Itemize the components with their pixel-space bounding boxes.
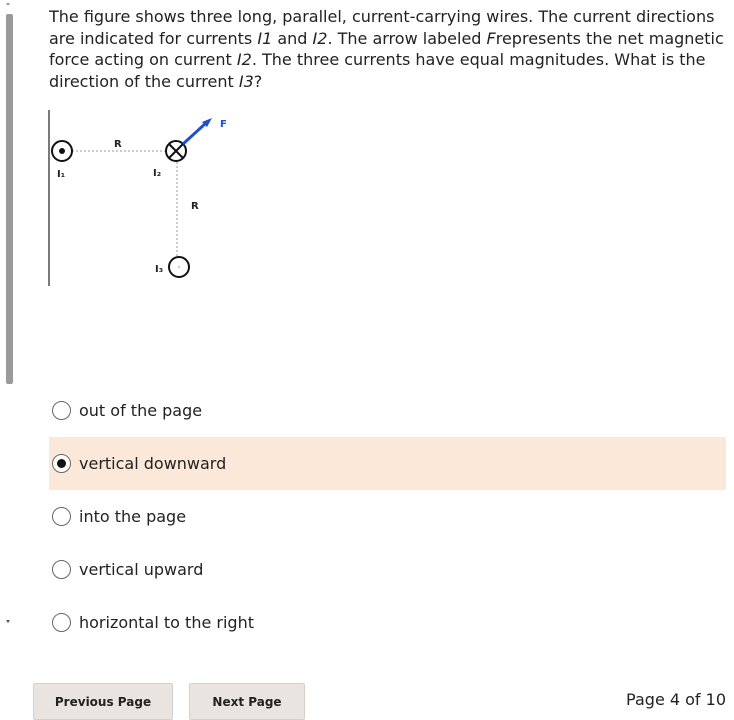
option-vertical-downward[interactable] xyxy=(49,437,726,490)
label-i3: I₃ xyxy=(155,264,164,275)
option-out-of-page[interactable] xyxy=(49,384,726,437)
option-label: vertical upward xyxy=(79,560,204,579)
label-f: F xyxy=(220,119,227,130)
option-horizontal-right[interactable] xyxy=(49,596,726,649)
radio-checked-icon[interactable] xyxy=(52,454,71,473)
scrollbar[interactable] xyxy=(0,0,14,720)
radio-icon[interactable] xyxy=(52,613,71,632)
radio-icon[interactable] xyxy=(52,507,71,526)
wires-figure xyxy=(40,100,280,300)
option-label: vertical downward xyxy=(79,454,227,473)
label-r-top: R xyxy=(114,139,122,150)
scroll-thumb[interactable] xyxy=(6,14,13,384)
radio-icon[interactable] xyxy=(52,560,71,579)
option-label: out of the page xyxy=(79,401,203,420)
question-text: The figure shows three long, parallel, current-carrying wires. The current directions are indicated for currents I1 and I2. The arrow labeled Frepresents the net magnetic force acting on current I2. The three currents have equal magnitudes. What is the direction of the current I3? xyxy=(49,7,724,91)
answer-options xyxy=(49,384,726,649)
label-i2: I₂ xyxy=(153,168,162,179)
page-indicator: Page 4 of 10 xyxy=(626,690,726,709)
next-page-button[interactable]: Next Page xyxy=(189,683,305,720)
previous-page-button[interactable]: Previous Page xyxy=(33,683,173,720)
force-arrow-icon xyxy=(183,123,206,144)
option-vertical-upward[interactable] xyxy=(49,543,726,596)
label-i1: I₁ xyxy=(57,169,66,180)
scroll-down-arrow-icon[interactable] xyxy=(6,620,10,623)
scroll-up-arrow-icon[interactable] xyxy=(6,2,10,5)
option-label: horizontal to the right xyxy=(79,613,254,632)
radio-icon[interactable] xyxy=(52,401,71,420)
option-into-page[interactable] xyxy=(49,490,726,543)
option-label: into the page xyxy=(79,507,187,526)
label-r-side: R xyxy=(191,201,199,212)
